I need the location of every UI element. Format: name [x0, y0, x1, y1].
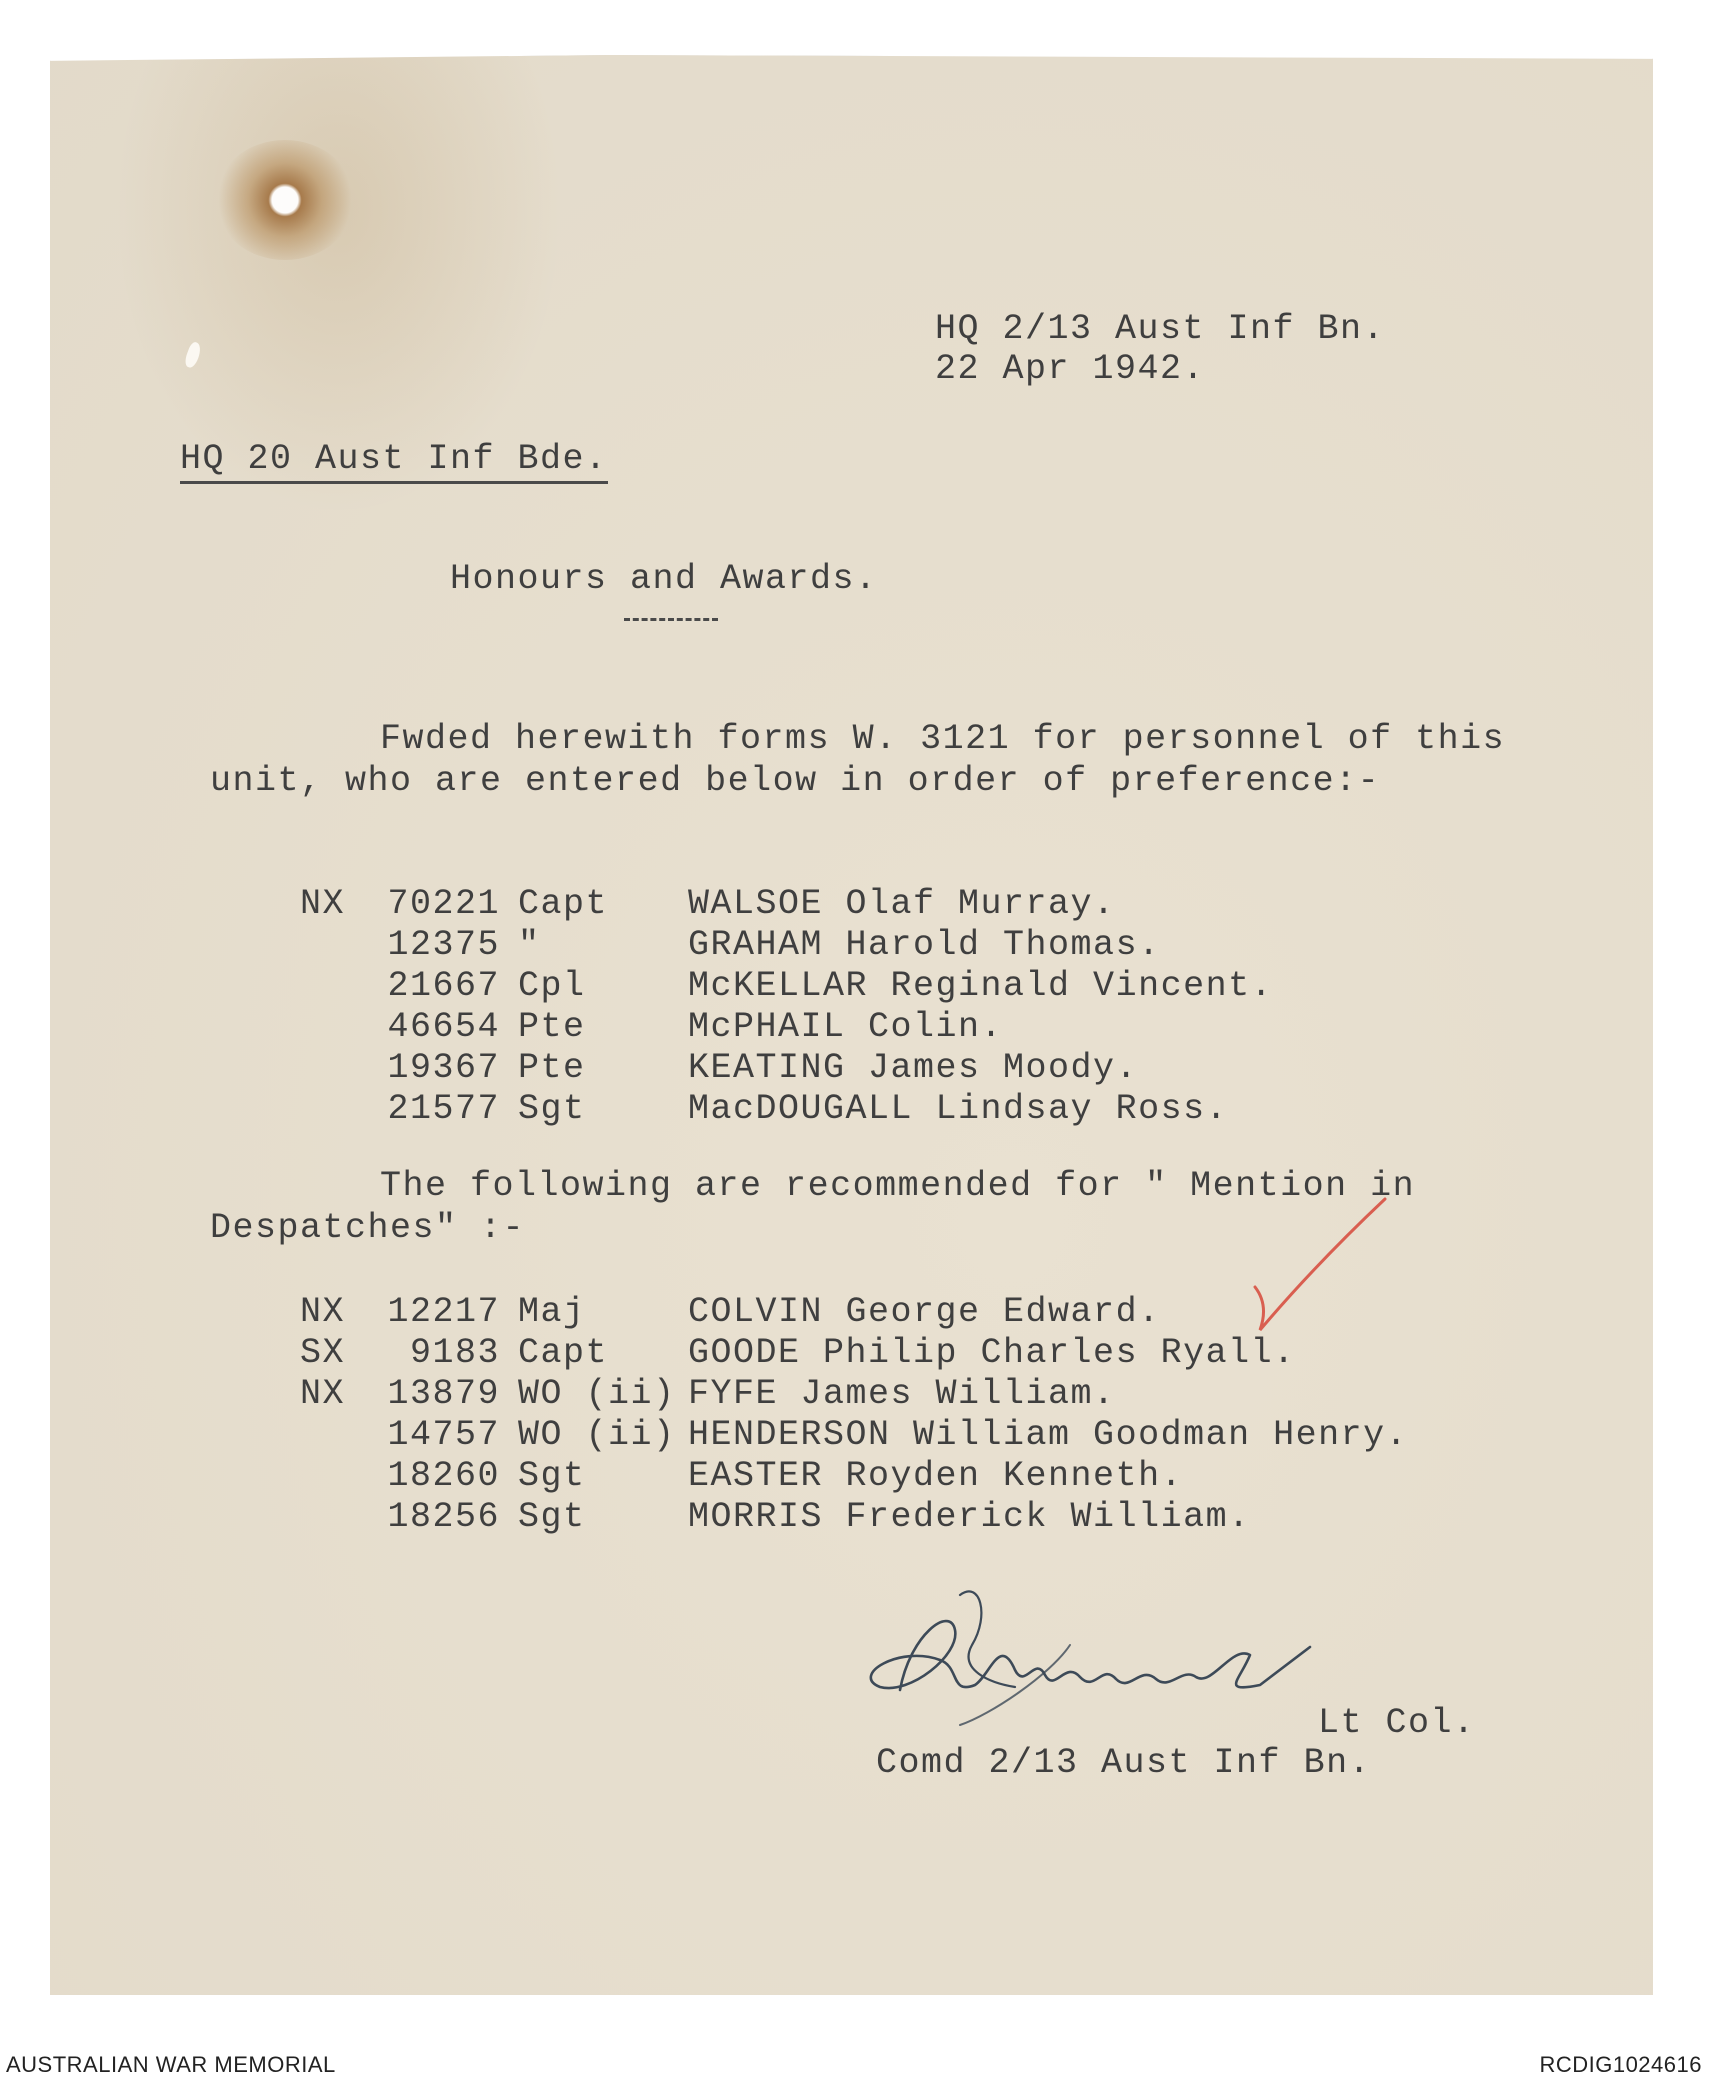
addressee: HQ 20 Aust Inf Bde.	[180, 442, 608, 484]
paragraph-mentions: The following are recommended for " Mention in Despatches" :-	[210, 1166, 1416, 1248]
personnel-row	[300, 1048, 1273, 1089]
personnel-row	[300, 1089, 1273, 1130]
personnel-row	[300, 966, 1273, 1007]
signature	[840, 1575, 1320, 1735]
rank: WO (ii)	[518, 1415, 676, 1455]
service-prefix	[300, 1089, 370, 1130]
rank: Sgt	[518, 1456, 586, 1496]
rank: Pte	[518, 1007, 586, 1047]
service-number: 18256	[387, 1497, 500, 1537]
personnel-row	[300, 884, 1273, 925]
personnel-row	[300, 1497, 1408, 1538]
service-prefix: NX	[300, 1374, 346, 1414]
person-name: FYFE James William.	[688, 1374, 1116, 1414]
rust-stain	[215, 140, 355, 260]
personnel-row	[300, 1333, 1408, 1374]
service-prefix: NX	[300, 1292, 346, 1332]
person-name: EASTER Royden Kenneth.	[688, 1456, 1184, 1496]
service-prefix	[300, 925, 370, 966]
subject-heading: Honours and Awards.	[450, 559, 878, 599]
footer-institution: AUSTRALIAN WAR MEMORIAL	[6, 2052, 336, 2077]
rank: Sgt	[518, 1089, 586, 1129]
signatory-appointment: Comd 2/13 Aust Inf Bn.	[876, 1743, 1372, 1783]
rank: Maj	[518, 1292, 586, 1332]
service-prefix	[300, 1415, 370, 1456]
service-number: 70221	[387, 884, 500, 924]
awards-list	[300, 884, 1273, 1130]
service-prefix	[300, 966, 370, 1007]
personnel-row	[300, 925, 1273, 966]
service-number: 13879	[387, 1374, 500, 1414]
rank: Cpl	[518, 966, 586, 1006]
person-name: KEATING James Moody.	[688, 1048, 1139, 1088]
person-name: MORRIS Frederick William.	[688, 1497, 1251, 1537]
paragraph-forwarding: Fwded herewith forms W. 3121 for personnel of this unit, who are entered below in order of preference:-	[210, 719, 1506, 801]
person-name: WALSOE Olaf Murray.	[688, 884, 1116, 924]
rank: Sgt	[518, 1497, 586, 1537]
subject-underline	[624, 618, 718, 621]
rank: WO (ii)	[518, 1374, 676, 1414]
rank: Capt	[518, 884, 609, 924]
service-number: 14757	[387, 1415, 500, 1455]
mentions-list	[300, 1292, 1408, 1538]
service-prefix	[300, 1048, 370, 1089]
service-prefix	[300, 1456, 370, 1497]
personnel-row	[300, 1415, 1408, 1456]
service-number: 46654	[387, 1007, 500, 1047]
signatory-rank: Lt Col.	[1318, 1703, 1476, 1743]
person-name: HENDERSON William Goodman Henry.	[688, 1415, 1409, 1455]
person-name: McPHAIL Colin.	[688, 1007, 1004, 1047]
rank: "	[518, 925, 541, 965]
service-prefix	[300, 1497, 370, 1538]
service-number: 21577	[387, 1089, 500, 1129]
personnel-row	[300, 1292, 1408, 1333]
person-name: GRAHAM Harold Thomas.	[688, 925, 1161, 965]
sender-unit: HQ 2/13 Aust Inf Bn.	[935, 309, 1386, 349]
service-number: 12375	[387, 925, 500, 965]
person-name: McKELLAR Reginald Vincent.	[688, 966, 1274, 1006]
letter-date: 22 Apr 1942.	[935, 349, 1206, 389]
person-name: GOODE Philip Charles Ryall.	[688, 1333, 1296, 1373]
footer-catalogue-id: RCDIG1024616	[1539, 2052, 1702, 2077]
personnel-row	[300, 1456, 1408, 1497]
service-number: 9183	[409, 1333, 500, 1373]
personnel-row	[300, 1374, 1408, 1415]
service-number: 18260	[387, 1456, 500, 1496]
person-name: MacDOUGALL Lindsay Ross.	[688, 1089, 1229, 1129]
service-number: 21667	[387, 966, 500, 1006]
rank: Capt	[518, 1333, 609, 1373]
service-prefix: NX	[300, 884, 346, 924]
service-number: 19367	[387, 1048, 500, 1088]
rank: Pte	[518, 1048, 586, 1088]
service-prefix: SX	[300, 1333, 346, 1373]
service-prefix	[300, 1007, 370, 1048]
person-name: COLVIN George Edward.	[688, 1292, 1161, 1332]
personnel-row	[300, 1007, 1273, 1048]
service-number: 12217	[387, 1292, 500, 1332]
